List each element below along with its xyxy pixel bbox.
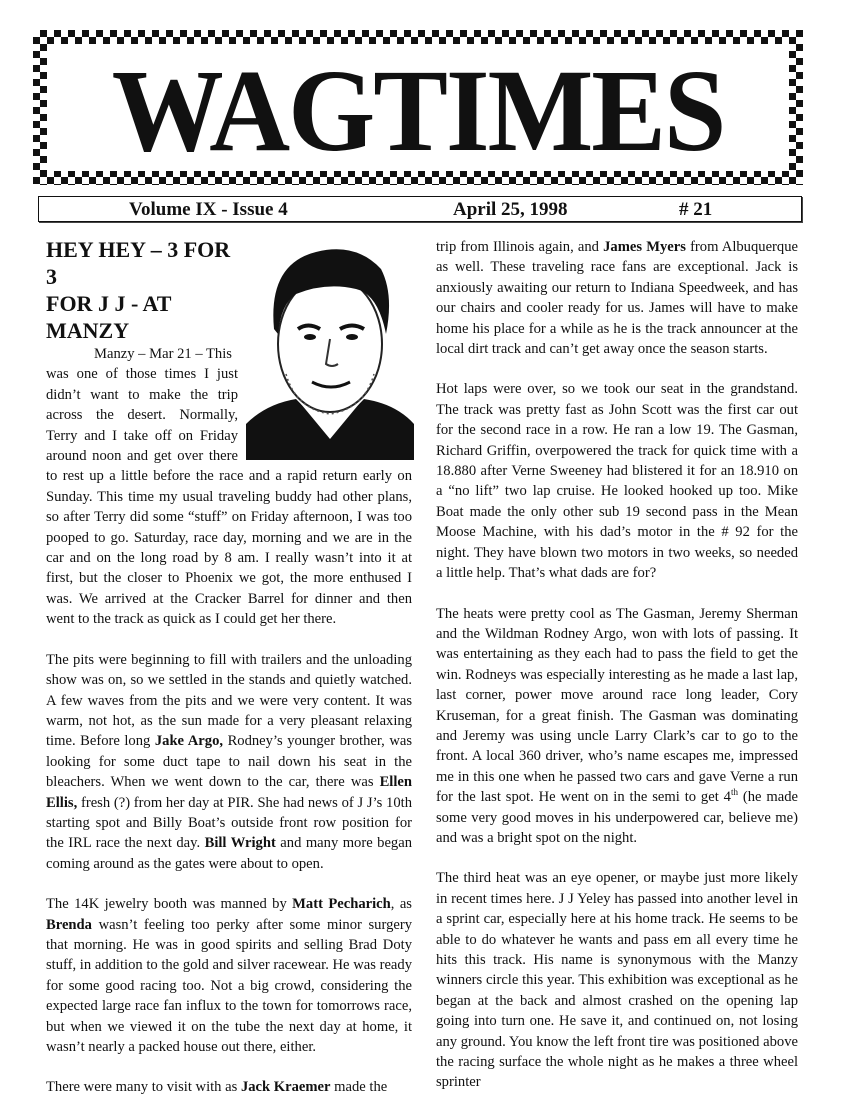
right-column	[436, 237, 798, 1113]
masthead-checkered-border	[33, 30, 803, 185]
paragraph	[436, 237, 798, 359]
text-run: wasn’t feeling too perky after some minor surgery that morning. He was in good spirits and selling Brad Doty stuff, in addition to the gold and silver racewear. He was ready for some good racing too. Not a big crowd, considering the expected large race fan influx to the town for tomorrows race, but when we viewed it on the tube the next day at home, it wasn’t nearly a packed house out there, either.	[46, 916, 412, 1055]
text-run: The heats were pretty cool as The Gasman, Jeremy Sherman and the Wildman Rodney Argo, won with lots of passing. It was entertaining as they each had to pass the field to get the win. Rodneys was especially interesting as he made a last lap, last corner, power move around race long leader, Cory Kruseman, for a great finish. The Gasman was dominating and Jeremy was using uncle Larry Clark’s car to go to the front. A local 360 driver, who’s name escapes me, impressed me in this one when he passed two cars and gave Verne a run for the last spot. He went on in the semi to get 4	[436, 605, 798, 806]
name-bold: Bill Wright	[204, 835, 276, 852]
paragraph-text: was one of those times I just didn’t want to make the trip across the desert. Normally, Terry and I take off on Friday around noon and get over there to rest up a little before the race and a rapid return early on Sunday. This time my usual traveling buddy had other plans, so after Terry did some “stuff” on Friday afternoon, I was too pooped to go. Saturday, race day, morning and we are in the car and on the long road by 8 am. I really wasn’t into it at first, but the closer to Phoenix we got, the more enthused I was. We arrived at the Cracker Barrel for dinner and then went to the track as quick as I could get her there.	[46, 366, 412, 628]
name-bold: Ellen Ellis,	[46, 774, 412, 811]
portrait-photo	[246, 234, 414, 460]
portrait-image	[246, 234, 414, 460]
headline-line-2: FOR J J - AT MANZY	[46, 291, 172, 343]
headline-line-1: HEY HEY – 3 FOR 3	[46, 237, 231, 289]
paragraph	[436, 604, 798, 849]
issue-info-bar	[38, 196, 802, 222]
text-run: Rodney’s younger brother, was looking for some duct tape to nail down his seat in the bleachers. When we went down to the car, there was	[46, 733, 413, 791]
name-bold: Jack Kraemer	[240, 1079, 331, 1096]
newsletter-title: WAGTIMES	[111, 45, 725, 176]
text-run: made the	[330, 1079, 388, 1096]
text-run: , as	[390, 896, 412, 913]
issue-date: April 25, 1998	[453, 199, 568, 220]
left-column	[46, 236, 412, 1118]
dateline: Manzy – Mar 21 – This	[94, 346, 232, 362]
text-run: There were many to visit with as	[46, 1079, 241, 1096]
text-run: The 14K jewelry booth was manned by	[46, 896, 293, 913]
name-bold: Brenda	[46, 916, 92, 933]
issue-number: # 21	[679, 199, 713, 220]
paragraph	[46, 894, 412, 1057]
superscript: th	[730, 787, 738, 798]
name-bold: James Myers	[603, 239, 686, 255]
paragraph	[46, 650, 412, 874]
paragraph	[46, 1077, 412, 1097]
text-run: The pits were beginning to fill with trailers and the unloading show was on, so we settled in the stands and quietly watched. A few waves from the pits and we were very content. It was warm, not hot, as the sun made for a very pleasant relaxing time. Before long	[46, 651, 412, 750]
text-run: trip from Illinois again, and	[436, 239, 604, 255]
text-run: (he made some very good moves in his underpowered car, believe me) and was a bright spot on the night.	[436, 789, 798, 846]
text-run: and many more began coming around as the gates were about to open.	[46, 835, 412, 872]
text-run: from Albuquerque as well. These traveling race fans are exceptional. Jack is anxiously awaiting our return to Indiana Speedweek, and has our chairs and cooler ready for us. James will have to make home his place for a while as he is the track announcer at the local dirt track and can’t get away once the season starts.	[436, 239, 798, 358]
paragraph: The third heat was an eye opener, or maybe just more likely in recent times here. J J Yeley has passed into another level in a sprint car, especially here at his home track. He seems to be able to do whatever he wants and pass em all every time he hits this track. His name is synonymous with the Manzy winners circle this year. This exhibition was exceptional as he began at the back and almost crashed on the opening lap going into turn one. He save it, and continued on, not losing any ground. You know the left front tire was positioned above the racing surface the whole night as he makes a three wheel sprinter	[436, 870, 798, 1091]
text-run: fresh (?) from her day at PIR. She had news of J J’s 10th starting spot and Billy Boat’s outside front row position for the IRL race the next day.	[46, 794, 412, 852]
masthead-panel	[47, 44, 789, 176]
name-bold: Jake Argo,	[154, 733, 224, 750]
volume-issue: Volume IX - Issue 4	[129, 199, 288, 220]
name-bold: Matt Pecharich	[292, 896, 391, 913]
paragraph: Hot laps were over, so we took our seat in the grandstand. The track was pretty fast as John Scott was the first car out for the second race in a row. He ran a low 19. The Gasman, Richard Griffin, overpowered the track for quick time with a 18.880 after Verne Sweeney had blistered it for an 18.910 on a “no lift” two lap cruise. He looked hooked up too. Mike Boat made the only other sub 19 second pass in the Mean Moose Machine, with his dad’s motor in the # 92 for the night. They have blown two motors in two weeks, so needed a little help. That’s what dads are for?	[436, 381, 798, 582]
